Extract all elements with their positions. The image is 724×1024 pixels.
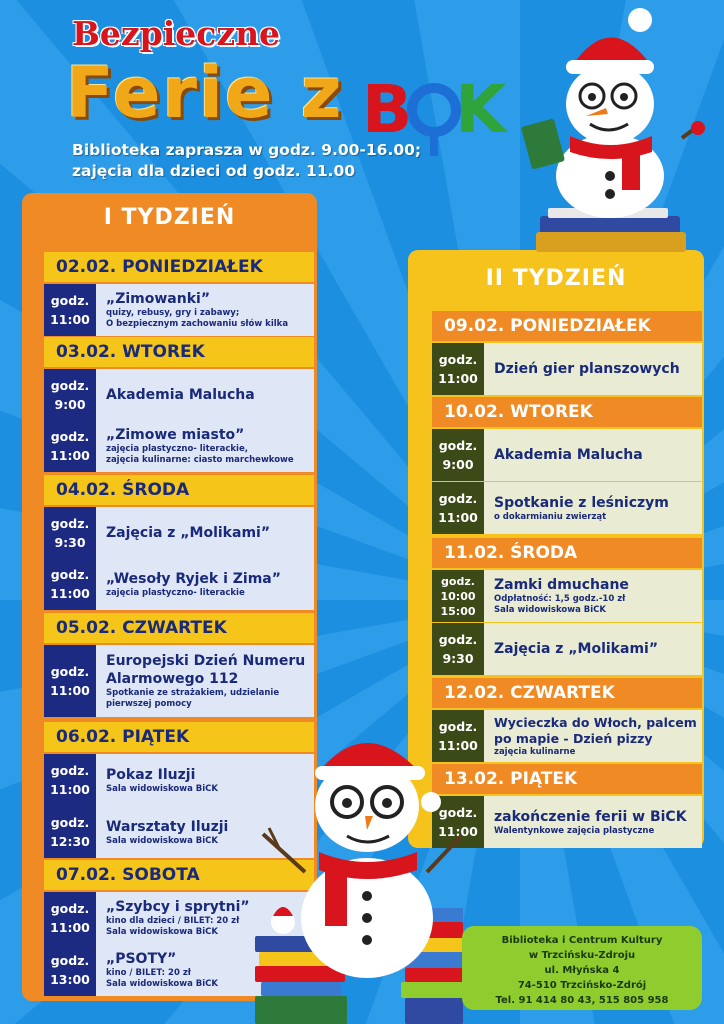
event-time: godz. 9:30 xyxy=(44,507,96,559)
event-title: „PSOTY” xyxy=(106,951,177,967)
event-details xyxy=(96,558,314,610)
day-header: 06.02. PIĄTEK xyxy=(44,722,314,752)
event-desc: zajęcia plastyczno- literackie, xyxy=(106,444,248,454)
event-desc: Sala widowiskowa BiCK xyxy=(494,605,607,615)
event-desc: zajęcia kulinarne xyxy=(494,746,576,757)
day-header: 04.02. ŚRODA xyxy=(44,475,314,505)
day-header: 07.02. SOBOTA xyxy=(44,860,314,890)
event-details xyxy=(484,429,702,481)
event-title: „Szybcy i sprytni” xyxy=(106,899,250,915)
event-details xyxy=(484,570,702,622)
event-time: godz. 11:00 xyxy=(44,284,96,336)
event-details xyxy=(96,284,314,336)
event-desc: Odpłatność: 1,5 godz.-10 zł xyxy=(494,594,626,604)
event-row xyxy=(432,482,702,534)
footer-line: Biblioteka i Centrum Kultury xyxy=(501,935,663,946)
event-title: Dzień gier planszowych xyxy=(494,361,680,377)
event-title: „Wesoły Ryjek i Zima” xyxy=(106,570,281,587)
event-desc: Sala widowiskowa BiCK xyxy=(106,979,219,989)
event-details xyxy=(96,645,314,717)
event-desc: O bezpiecznym zachowaniu słów kilka xyxy=(106,319,289,329)
event-desc: kino dla dzieci / BILET: 20 zł xyxy=(106,916,240,926)
svg-text:K: K xyxy=(455,71,507,148)
event-title: Europejski Dzień Numeru Alarmowego 112 xyxy=(106,653,306,687)
event-desc: zajęcia kulinarne: ciasto marchewkowe xyxy=(106,455,294,465)
event-desc: quizy, rebusy, gry i zabawy; xyxy=(106,308,240,318)
footer-line: w Trzcińsku-Zdroju xyxy=(528,950,636,961)
footer-line: Tel. 91 414 80 43, 515 805 958 xyxy=(495,995,669,1006)
event-time: godz. 11:00 xyxy=(432,482,484,534)
event-time: godz. 11:00 xyxy=(44,892,96,944)
event-time: godz. 11:00 xyxy=(44,420,96,472)
event-row xyxy=(44,369,314,421)
event-title: „Zimowanki” xyxy=(106,291,211,307)
event-title: zakończenie ferii w BiCK xyxy=(494,808,687,825)
event-time: godz. 9:00 xyxy=(44,369,96,421)
day-header: 09.02. PONIEDZIAŁEK xyxy=(432,311,702,341)
snowman-on-books-illustration xyxy=(255,732,465,1024)
event-desc: Spotkanie ze strażakiem, udzielanie xyxy=(106,688,280,698)
event-title: Zajęcia z „Molikami” xyxy=(106,525,271,541)
subtitle-line1: Biblioteka zaprasza w godz. 9.00-16.00; xyxy=(72,141,422,159)
event-details xyxy=(96,507,314,559)
subtitle-line2: zajęcia dla dzieci od godz. 11.00 xyxy=(72,162,356,180)
event-title: Spotkanie z leśniczym xyxy=(494,494,669,511)
event-details xyxy=(484,482,702,534)
day-header: 03.02. WTOREK xyxy=(44,337,314,367)
day-header: 05.02. CZWARTEK xyxy=(44,613,314,643)
title-line2: Ferie z xyxy=(66,52,344,134)
day-header: 10.02. WTOREK xyxy=(432,397,702,427)
event-time: godz. 11:00 xyxy=(432,343,484,395)
event-time: godz. 11:00 xyxy=(44,754,96,806)
event-time: godz. 11:00 xyxy=(432,796,484,848)
svg-text:B: B xyxy=(362,71,413,148)
day-header: 02.02. PONIEDZIAŁEK xyxy=(44,252,314,282)
title-line1: Bezpieczne xyxy=(72,14,281,53)
event-details xyxy=(484,343,702,395)
day-header: 12.02. CZWARTEK xyxy=(432,678,702,708)
day-header: 11.02. ŚRODA xyxy=(432,538,702,568)
week2-title: II TYDZIEŃ xyxy=(485,266,627,291)
event-time: godz. 11:00 xyxy=(44,558,96,610)
event-details xyxy=(96,369,314,421)
event-row xyxy=(432,796,702,848)
event-desc: Walentynkowe zajęcia plastyczne xyxy=(494,825,655,836)
event-time: godz. 13:00 xyxy=(44,944,96,996)
event-row xyxy=(44,645,314,717)
event-desc: Sala widowiskowa BiCK xyxy=(106,783,219,794)
day-header: 13.02. PIĄTEK xyxy=(432,764,702,794)
event-time: godz. 12:30 xyxy=(44,806,96,858)
event-row xyxy=(432,623,702,675)
event-time: godz. 9:30 xyxy=(432,623,484,675)
event-details xyxy=(484,623,702,675)
event-row xyxy=(432,710,702,762)
event-row xyxy=(432,343,702,395)
event-title: Akademia Malucha xyxy=(106,387,255,403)
event-desc: pierwszej pomocy xyxy=(106,699,192,709)
event-row xyxy=(44,284,314,336)
event-row xyxy=(432,429,702,481)
event-details xyxy=(484,796,702,848)
opening-hours xyxy=(72,140,421,182)
library-contact-box xyxy=(462,926,702,1010)
event-desc: zajęcia plastyczno- literackie xyxy=(106,587,245,598)
event-time: godz. 10:00 15:00 xyxy=(432,570,484,622)
event-details xyxy=(484,710,702,762)
event-time: godz. 9:00 xyxy=(432,429,484,481)
event-title: „Zimowe miasto” xyxy=(106,427,245,443)
event-time: godz. 11:00 xyxy=(44,645,96,717)
snowman-with-book-illustration xyxy=(512,4,712,260)
event-row xyxy=(44,558,314,610)
footer-line: 74-510 Trzcińsko-Zdrój xyxy=(517,980,647,991)
event-title: Wycieczka do Włoch, palcem po mapie - Dzień pizzy xyxy=(494,714,697,746)
event-title: Pokaz Iluzji xyxy=(106,766,196,783)
event-row xyxy=(432,570,702,622)
event-title: Zamki dmuchane xyxy=(494,577,629,593)
event-title: Zajęcia z „Molikami” xyxy=(494,641,659,657)
event-details xyxy=(96,420,314,472)
event-title: Akademia Malucha xyxy=(494,447,643,463)
event-row xyxy=(44,507,314,559)
event-desc: o dokarmianiu zwierząt xyxy=(494,511,607,522)
event-row xyxy=(44,420,314,472)
footer-line: ul. Młyńska 4 xyxy=(544,965,620,976)
event-desc: kino / BILET: 20 zł xyxy=(106,968,191,978)
event-title: Warsztaty Iluzji xyxy=(106,818,229,835)
week1-title: I TYDZIEŃ xyxy=(103,205,236,230)
event-time: godz. 11:00 xyxy=(432,710,484,762)
event-desc: Sala widowiskowa BiCK xyxy=(106,927,219,937)
event-desc: Sala widowiskowa BiCK xyxy=(106,835,219,846)
